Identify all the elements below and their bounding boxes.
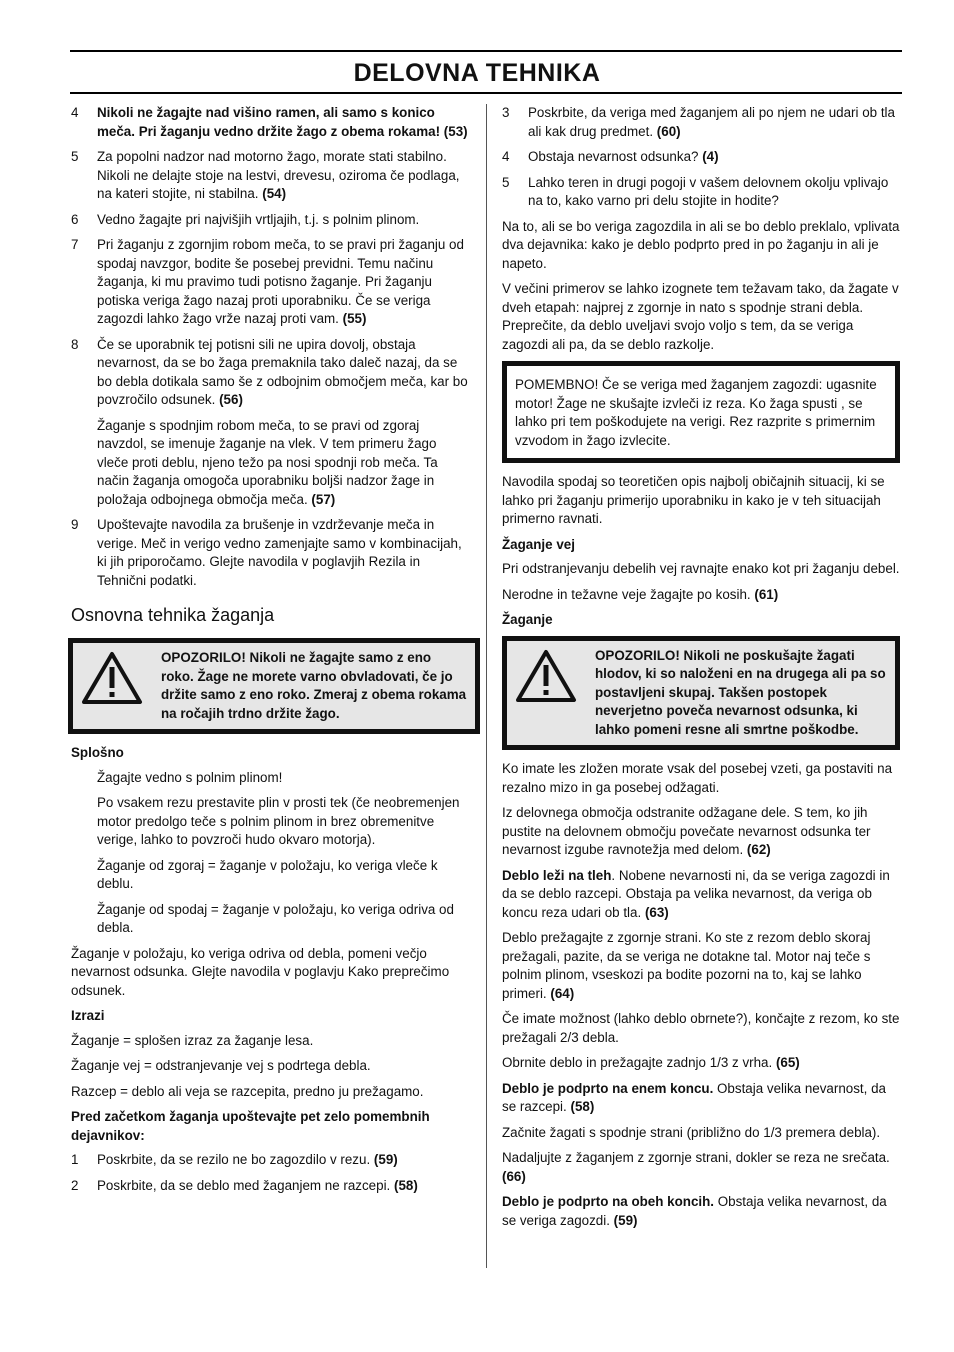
paragraph-vej-2: Nerodne in težavne veje žagajte po kosih. (61) (502, 586, 779, 602)
zaganje-vej-heading: Žaganje vej (502, 536, 575, 552)
paragraph-obeh-koncih: Deblo je podprto na obeh koncih. Obstaja velika nevarnost, da se veriga zagozdi. (59) (502, 1194, 887, 1228)
list-item-9: 9 Upoštevajte navodila za brušenje in vzdrževanje meča in verige. Meč in verigo vedno zamenjajte samo v kombinacijah, ki jih priporočamo. Glejte navodila v poglavjih Rezila in Tehnični podatki. (71, 517, 462, 588)
column-divider (486, 104, 487, 1268)
paragraph-obrnite: Obrnite deblo in prežagajte zadnjo 1/3 z vrha. (65) (502, 1055, 800, 1070)
splosno-heading: Splošno (71, 745, 124, 760)
paragraph-dve-etapi: V večini primerov se lahko izognete tem težavam tako, da žagate v dveh etapah: najprej z zgornje in nato s spodnje strani debla. Preprečite, da deblo uveljavi svojo voljo s tem, da se veriga zagozdi ali pa, da se deblo razkolje. (502, 281, 899, 352)
item-8-paragraph: Žaganje s spodnjim robom meča, to se pravi od zgoraj navzdol, se imenuje žaganje na vlek. V tem primeru žago vleče proti deblu, njeno težo pa nosi spodnji rob meča. Ta način žaganja omogoča uporabniku boljši nadzor žage in položaja odbojnega območja meča. (57) (97, 417, 438, 507)
factor-item-1: 1 Poskrbite, da se rezilo ne bo zagozdilo v rezu. (59) (71, 1152, 398, 1167)
splosno-paragraph: Žaganje od spodaj = žaganje v položaju, ko veriga odriva od debla. (97, 901, 454, 935)
warning-triangle-icon (515, 647, 595, 740)
paragraph-odstranite: Iz delovnega območja odstranite odžagane dele. S tem, ko jih pustite na delovnem območju povečate nevarnost odsunka ter nevarnost izgube ravnotežja med delom. (62) (502, 805, 871, 857)
warning-text: OPOZORILO! Nikoli ne žagajte samo z eno roko. Žage ne morete varno obvladovati, če jo držite samo z eno roko. Zmeraj z obema rokama na ročajih trdno držite žago. (161, 650, 467, 721)
paragraph-nadaljujte: Nadaljujte z žaganjem z zgornje strani, dokler se reza ne srečata. (66) (502, 1150, 890, 1184)
factor-item-5: 5 Lahko teren in drugi pogoji v vašem delovnem okolju vplivajo na to, kako varno pri delu stojite in hodite? (502, 174, 889, 208)
splosno-note: Žaganje v položaju, ko veriga odriva od debla, pomeni večjo nevarnost odsunka. Glejte navodila v poglavju Kako preprečimo odsunek. (71, 945, 450, 998)
izrazi-line: Žaganje = splošen izraz za žaganje lesa. (71, 1032, 314, 1048)
splosno-paragraph: Po vsakem rezu prestavite plin v prosti tek (če neobremenjen motor predolgo teče s polnim plinom in brez obremenitve verige, lahko to povzroči hudo okvaro motorja). (97, 795, 460, 847)
paragraph-zacnite: Začnite žagati s spodnje strani (približno do 1/3 premera debla). (502, 1124, 881, 1140)
izrazi-line: Razcep = deblo ali veja se razcepita, predno ju prežagamo. (71, 1083, 424, 1099)
izrazi-heading: Izrazi (71, 1008, 105, 1023)
notice-text: POMEMBNO! Če se veriga med žaganjem zagozdi: ugasnite motor! Žage ne skušajte izvleči iz reza. Ko žaga spusti , se lahko pri tem poškodujete na verigi. Rez razprite s primernim vzvodom in žago izvlecite. (515, 377, 877, 448)
paragraph-prezagajte: Deblo prežagajte z zgornje strani. Ko ste z rezom deblo skoraj prežagali, pazite, da se veriga ne dotakne tal. Motor naj teče s polnim plinom, vseskozi pa bodite pozorni na to, kaj se lahko primeri. (64) (502, 930, 871, 1001)
paragraph-vej-1: Pri odstranjevanju debelih vej ravnajte enako kot pri žaganju debel. (502, 561, 900, 576)
title-rule (70, 92, 902, 94)
list-item-4: 4 Nikoli ne žagajte nad višino ramen, ali samo s konico meča. Pri žaganju vedno držite žago z obema rokama! (53) (71, 105, 468, 139)
splosno-paragraph: Žaganje od zgoraj = žaganje v položaju, ko veriga vleče k deblu. (97, 857, 438, 891)
warning-box-2 (502, 636, 900, 751)
zaganje-heading: Žaganje (502, 612, 553, 627)
paragraph-enem-koncu: Deblo je podprto na enem koncu. Obstaja velika nevarnost, da se razcepi. (58) (502, 1080, 886, 1114)
page-title: DELOVNA TEHNIKA (353, 59, 601, 87)
warning-triangle-icon (81, 649, 161, 723)
warning-box (68, 638, 480, 734)
list-item-7: 7 Pri žaganju z zgornjim robom meča, to se pravi pri žaganju od spodaj navzgor, bodite še posebej previdni. Temu načinu žaganja, ki mu pravimo tudi potisno žaganje. Pri žaganju potiska veriga žago nazaj proti uporabniku. Če se veriga zagozdi lahko žago vrže nazaj proti vam. (55) (71, 237, 464, 326)
section-heading: Osnovna tehnika žaganja (71, 605, 275, 625)
paragraph-dejavnika: Na to, ali se bo veriga zagozdila in ali se bo deblo preklalo, vplivata dva dejavnika: kako je deblo podprto pred in po žaganju in ali je napeto. (502, 218, 900, 271)
paragraph-les: Ko imate les zložen morate vsak del posebej vzeti, ga postaviti na rezalno mizo in ga posebej odžagati. (502, 761, 893, 795)
paragraph-tla: Deblo leži na tleh. Nobene nevarnosti ni, da se veriga zagozdi in da se deblo razcepi. Obstaja pa velika nevarnost, da veriga ob koncu reza udari ob tla. (63) (502, 867, 890, 920)
paragraph-navodila: Navodila spodaj so teoretičen opis najbolj običajnih situacij, ki se lahko pri žaganju primerijo uporabniku in kako je v teh situacijah primerno ravnati. (502, 474, 885, 526)
izrazi-line: Žaganje vej = odstranjevanje vej s podrtega debla. (71, 1058, 371, 1073)
top-rule (70, 50, 902, 52)
factor-item-4: 4 Obstaja nevarnost odsunka? (4) (502, 149, 719, 164)
splosno-paragraph: Žagajte vedno s polnim plinom! (97, 769, 283, 785)
list-item-5: 5 Za popolni nadzor nad motorno žago, morate stati stabilno. Nikoli ne delajte stoje na lestvi, drevesu, oziroma če podlaga, na kateri stojite, ni stabilna. (54) (71, 149, 460, 201)
notice-box (502, 361, 900, 463)
paragraph-obrnete: Če imate možnost (lahko deblo obrnete?), končajte z rezom, ko ste prežagali 2/3 debla. (502, 1011, 900, 1045)
list-item-6: 6 Vedno žagajte pri najvišjih vrtljajih, t.j. s polnim plinom. (71, 211, 420, 227)
list-item-8: 8 Če se uporabnik tej potisni sili ne upira dovolj, obstaja nevarnost, da se bo žaga premaknila tako daleč nazaj, da se bo debla dotikala samo še z odbojnim območjem meča, kar bo povzročilo odsunek. (56) (71, 336, 468, 407)
left-column (71, 104, 469, 1202)
warning-text-2: OPOZORILO! Nikoli ne poskušajte žagati hlodov, ki so naloženi en na drugega ali pa so postavljeni skupaj. Takšen postopek neverjetno poveča nevarnost odsunka, ki lahko pomeni resne ali smrtne poškodbe. (595, 647, 886, 737)
right-column (502, 104, 900, 1237)
factor-item-2: 2 Poskrbite, da se deblo med žaganjem ne razcepi. (58) (71, 1177, 418, 1193)
factor-item-3: 3 Poskrbite, da veriga med žaganjem ali po njem ne udari ob tla ali kak drug predmet. (60) (502, 105, 895, 139)
factors-heading: Pred začetkom žaganja upoštevajte pet zelo pomembnih dejavnikov: (71, 1109, 430, 1143)
